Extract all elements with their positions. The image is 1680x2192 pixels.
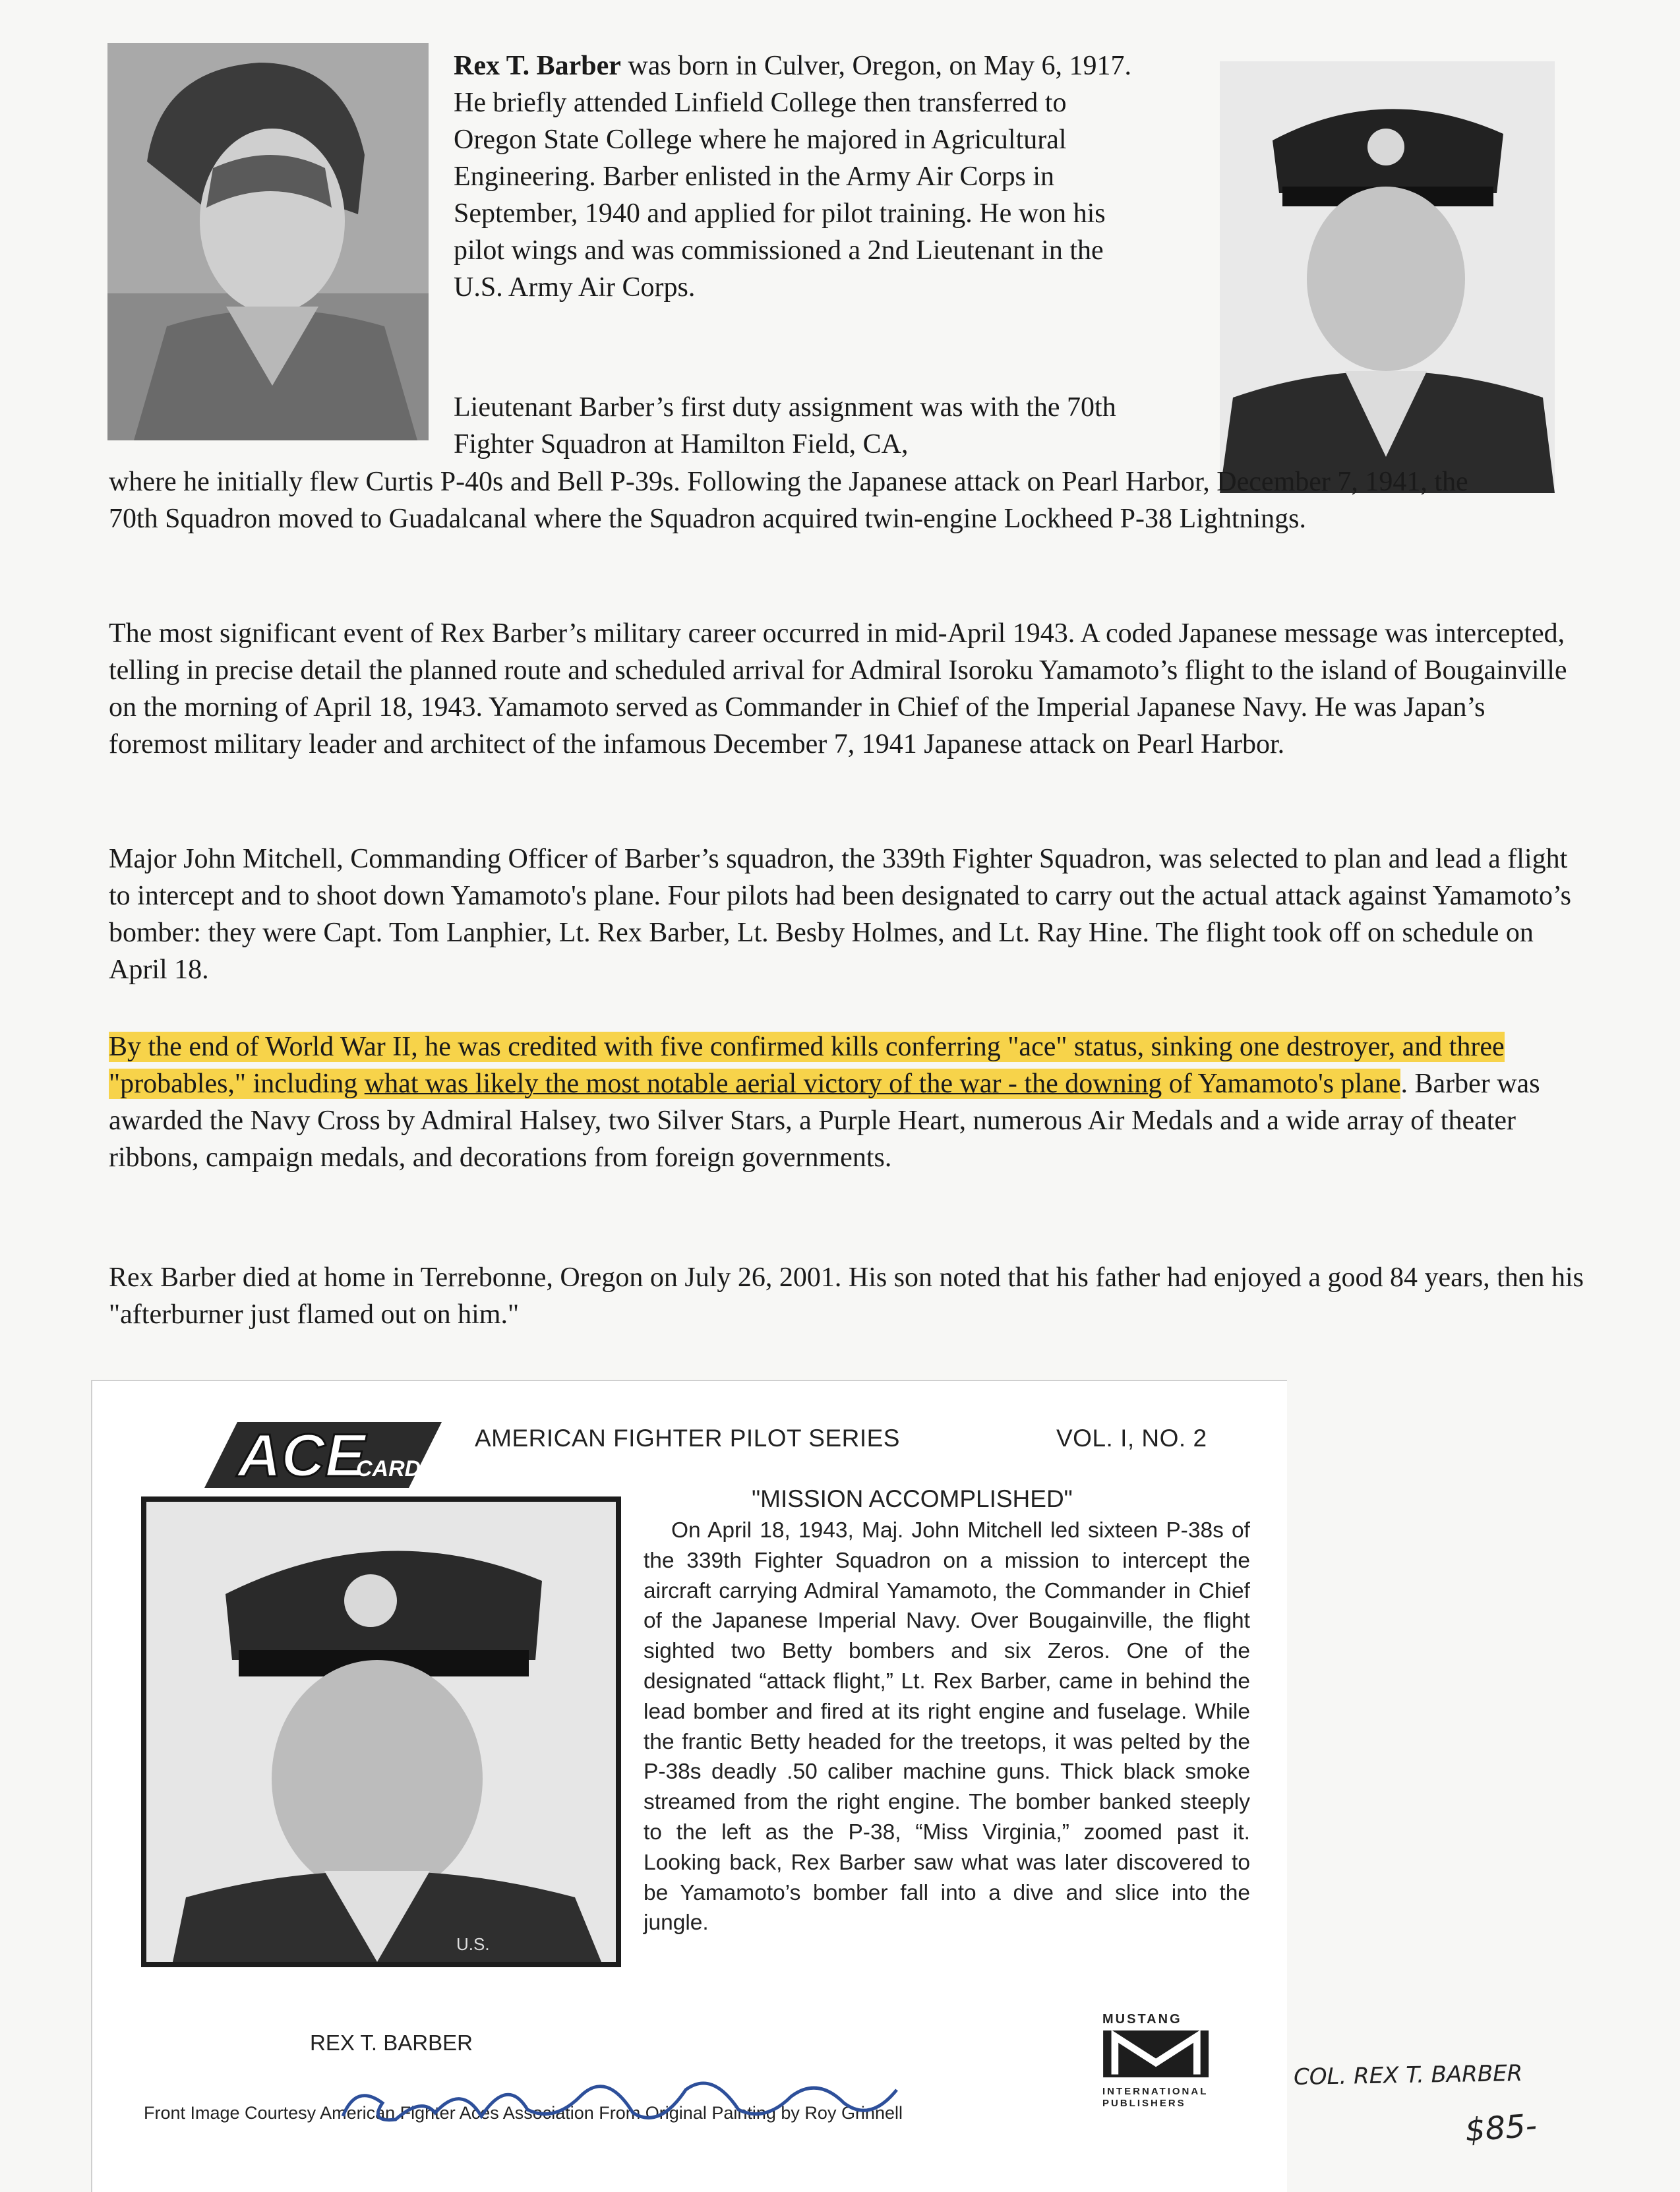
card-portrait [141, 1496, 621, 1967]
ace-card [91, 1380, 1287, 2192]
ace-card-logo [191, 1415, 455, 1495]
handwritten-price: $85- [1464, 2107, 1538, 2149]
publisher-name-bottom-1: INTERNATIONAL [1102, 2086, 1209, 2097]
bio-paragraph-5 [109, 1028, 1599, 1176]
bio-paragraph-2-start: Lieutenant Barber’s first duty assignment was with the 70th Fighter Squadron at Hamilton Field, CA, [454, 392, 1116, 459]
card-mission-title: "MISSION ACCOMPLISHED" [752, 1485, 1073, 1512]
m-logo-icon [1102, 2030, 1221, 2083]
bio-paragraph-2: where he initially flew Curtis P-40s and Bell P-39s. Following the Japanese attack on Pearl Harbor, December 7, 1941, the 70th Squadron moved to Guadalcanal where the Squadron acquired twin-engine Lockheed P-38 Lightnings. [109, 467, 1468, 534]
card-volume: VOL. I, NO. 2 [1056, 1425, 1207, 1452]
bio-paragraph-1-text: was born in Culver, Oregon, on May 6, 1917. He briefly attended Linfield College then transferred to Oregon State College where he majored in Agricultural Engineering. Barber enlisted in the Army Air Corps in September, 1940 and applied for pilot training. He won his pilot wings and was commissioned a 2nd Lieutenant in the U.S. Army Air Corps. [454, 51, 1131, 303]
underlined-highlighted-text: what was likely the most notable aerial victory of the war - the downing [364, 1069, 1162, 1099]
handwritten-signature [330, 2057, 923, 2136]
mustang-publisher-logo [1102, 2012, 1234, 2111]
publisher-name-bottom-2: PUBLISHERS [1102, 2098, 1186, 2109]
handwritten-note: COL. REX T. BARBER [1293, 2059, 1523, 2091]
ace-logo-text: ACE [237, 1422, 366, 1489]
bio-paragraph-5-rest: . Barber was awarded the Navy Cross by Admiral Halsey, two Silver Stars, a Purple Heart, numerous Air Medals and a wide array of theater ribbons, campaign medals, and decorations from foreign governments. [109, 1069, 1540, 1173]
helmet-portrait-photo [107, 43, 429, 440]
publisher-name-top: MUSTANG [1102, 2012, 1182, 2027]
bio-paragraph-4: Major John Mitchell, Commanding Officer of Barber’s squadron, the 339th Fighter Squadron, was selected to plan and lead a flight to intercept and to shoot down Yamamoto's plane. Four pilots had been designated to carry out the actual attack against Yamamoto’s bomber: they were Capt. Tom Lanphier, Lt. Rex Barber, Lt. Besby Holmes, and Lt. Ray Hine. The flight took off on schedule on April 18. [109, 844, 1571, 985]
highlighted-text-end: of Yamamoto's plane [1162, 1069, 1401, 1099]
officer-cap-portrait-photo [1220, 61, 1555, 493]
card-image-credit: Front Image Courtesy American Fighter Aces Association From Original Painting by Roy Grinnell [144, 2103, 903, 2123]
card-series-title: AMERICAN FIGHTER PILOT SERIES [475, 1425, 900, 1452]
bio-name: Rex T. Barber [454, 51, 621, 81]
card-body-text: On April 18, 1943, Maj. John Mitchell led sixteen P-38s of the 339th Fighter Squadron on a mission to intercept the aircraft carrying Admiral Yamamoto, the Commander in Chief of the Japanese Imperial Navy. Over Bougainville, the flight sighted two Betty bombers and six Zeros. One of the designated “attack flight,” Lt. Rex Barber, came in behind the lead bomber and fired at its right engine and fuselage. While the frantic Betty headed for the treetops, it was pelted by the P-38s deadly .50 caliber machine guns. Thick black smoke streamed from the right engine. The bomber banked steeply to the left as the P-38, “Miss Virginia,” zoomed past it. Looking back, Rex Barber saw what was later discovered to be Yamamoto’s bomber fall into a dive and slice into the jungle. [644, 1518, 1250, 1936]
card-portrait-name: REX T. BARBER [310, 2030, 473, 2055]
bio-paragraph-1 [454, 47, 1153, 306]
bio-paragraph-3: The most significant event of Rex Barber’s military career occurred in mid-April 1943. A coded Japanese message was intercepted, telling in precise detail the planned route and scheduled arrival for Admiral Isoroku Yamamoto’s flight to the island of Bougainville on the morning of April 18, 1943. Yamamoto served as Commander in Chief of the Imperial Japanese Navy. He was Japan’s foremost military leader and architect of the infamous December 7, 1941 Japanese attack on Pearl Harbor. [109, 618, 1567, 759]
highlighted-text: By the end of World War II, he was credited with five confirmed kills conferring "ace" status, sinking one destroyer, and three "probables," including [109, 1032, 1505, 1099]
bio-paragraph-6: Rex Barber died at home in Terrebonne, Oregon on July 26, 2001. His son noted that his father had enjoyed a good 84 years, then his "afterburner just flamed out on him." [109, 1262, 1584, 1330]
ace-logo-subtext: CARD [356, 1456, 421, 1481]
uniform-badge-text: U.S. [456, 1934, 490, 1954]
